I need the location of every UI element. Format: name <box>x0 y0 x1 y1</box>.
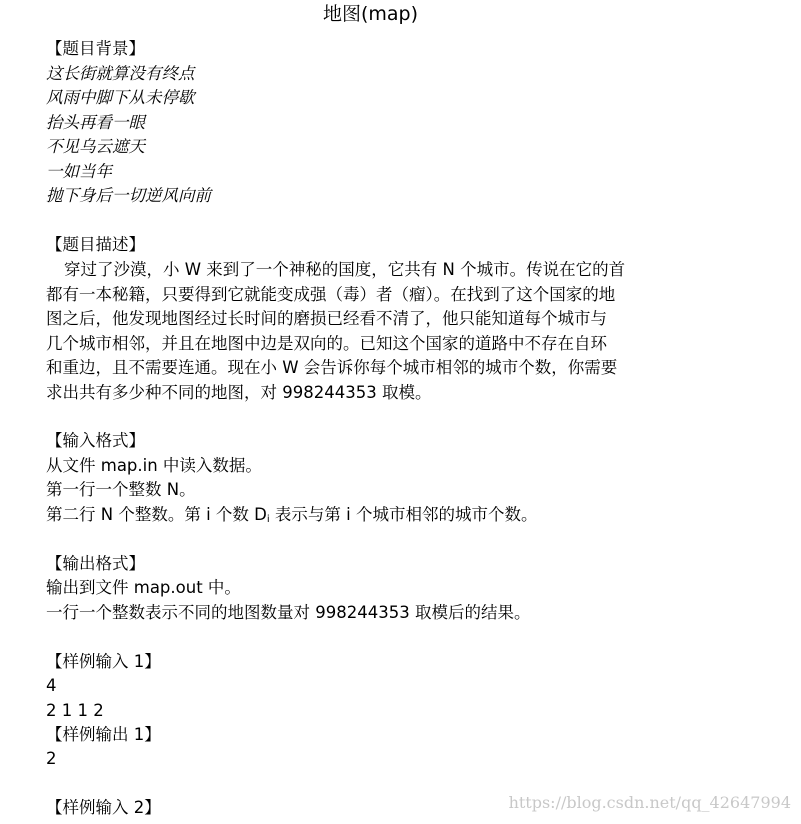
sample-input-1-line: 2 1 1 2 <box>46 701 104 720</box>
input-format-text: 表示与第 i 个城市相邻的城市个数。 <box>269 505 538 524</box>
description-body <box>46 258 701 405</box>
description-line: 穿过了沙漠，小 W 来到了一个神秘的国度，它共有 N 个城市。传说在它的首 <box>64 260 626 279</box>
sample-input-1-line: 4 <box>46 676 57 695</box>
poem-line: 抛下身后一切逆风向前 <box>46 186 211 205</box>
sample-output-1-line: 2 <box>46 749 57 768</box>
output-format-line: 一行一个整数表示不同的地图数量对 998244353 取模后的结果。 <box>46 603 531 622</box>
sample-input-2-heading: 【样例输入 2】 <box>46 798 161 817</box>
output-format-heading: 【输出格式】 <box>46 554 145 573</box>
input-format-line: 从文件 map.in 中读入数据。 <box>46 456 262 475</box>
description-line: 和重边，且不需要连通。现在小 W 会告诉你每个城市相邻的城市个数，你需要 <box>46 358 618 377</box>
input-format-heading: 【输入格式】 <box>46 431 145 450</box>
subscript-i: i <box>266 514 270 525</box>
poem-line: 一如当年 <box>46 162 112 181</box>
background-heading: 【题目背景】 <box>46 39 145 58</box>
watermark: https://blog.csdn.net/qq_42647994 <box>508 793 791 812</box>
input-format-line: 第一行一个整数 N。 <box>46 480 196 499</box>
output-format-line: 输出到文件 map.out 中。 <box>46 578 241 597</box>
description-line: 图之后，他发现地图经过长时间的磨损已经看不清了，他只能知道每个城市与 <box>46 309 607 328</box>
sample-input-1-heading: 【样例输入 1】 <box>46 652 161 671</box>
poem-line: 这长街就算没有终点 <box>46 64 195 83</box>
input-format-line <box>46 503 537 527</box>
description-line: 都有一本秘籍，只要得到它就能变成强（毒）者（瘤）。在找到了这个国家的地 <box>46 284 616 304</box>
description-heading: 【题目描述】 <box>46 235 145 254</box>
description-line: 几个城市相邻，并且在地图中边是双向的。已知这个国家的道路中不存在自环 <box>46 333 607 353</box>
poem-line: 风雨中脚下从未停歇 <box>46 88 195 107</box>
description-line: 求出共有多少种不同的地图，对 998244353 取模。 <box>46 382 432 402</box>
sample-output-1-heading: 【样例输出 1】 <box>46 725 161 744</box>
poem-line: 抬头再看一眼 <box>46 113 145 132</box>
poem-line: 不见乌云遮天 <box>46 137 145 156</box>
input-format-text: 第二行 N 个整数。第 i 个数 D <box>46 505 267 524</box>
page-title: 地图(map) <box>322 3 419 25</box>
